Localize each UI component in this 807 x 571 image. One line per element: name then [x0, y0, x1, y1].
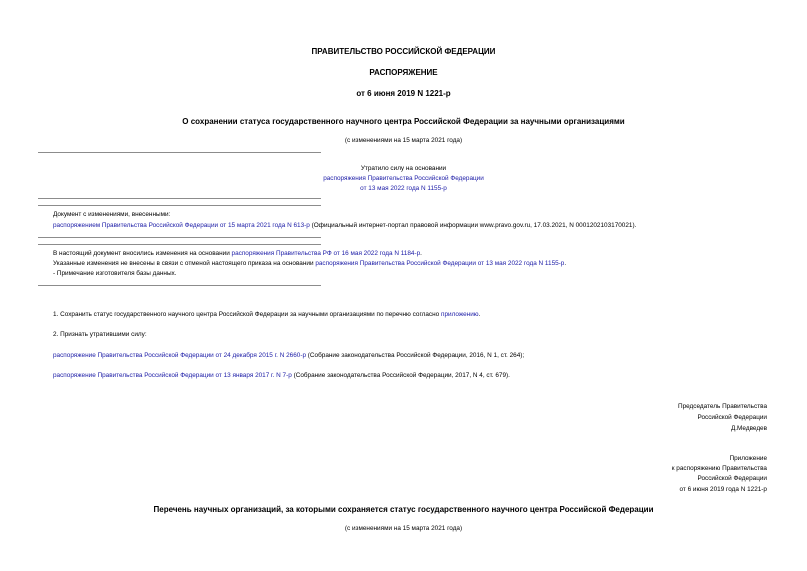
changes-note: (с изменениями на 15 марта 2021 года) [344, 137, 463, 144]
paragraph-1 [53, 310, 480, 319]
amended-by-label: Документ с изменениями, внесенными: [53, 211, 171, 218]
signature-position: Председатель Правительства [678, 403, 767, 410]
divider [38, 198, 321, 199]
appendix-title: Перечень научных организаций, за которыми сохраняется статус государственного научного центра Российской Федерации [153, 505, 654, 514]
divider [38, 285, 321, 286]
db-note-line1 [53, 249, 422, 258]
expired-link-line2[interactable]: от 13 мая 2022 года N 1155-р [360, 185, 447, 192]
amended-by-source: (Официальный интернет-портал правовой информации www.pravo.gov.ru, 17.03.2021, N 0001202103170021). [309, 222, 637, 229]
repealed-source: (Собрание законодательства Российской Федерации, 2017, N 4, ст. 679). [291, 372, 510, 379]
signature-name: Д.Медведев [730, 425, 767, 432]
repealed-item-1 [53, 351, 524, 360]
amended-by-link[interactable]: распоряжением Правительства Российской Федерации от 15 марта 2021 года N 613-р [53, 222, 310, 229]
amended-by-line [53, 221, 636, 230]
expired-note: Утратило силу на основании [360, 165, 447, 172]
db-note-text: . [564, 260, 567, 267]
divider [38, 152, 321, 153]
document-title: О сохранении статуса государственного научного центра Российской Федерации за научными организациями [182, 117, 625, 126]
appendix-link[interactable]: приложению [440, 311, 479, 318]
paragraph-2: 2. Признать утратившими силу: [53, 331, 147, 338]
paragraph-text: . [478, 311, 481, 318]
db-note-text: В настоящий документ вносились изменения на основании [53, 250, 232, 257]
repealed-link-2660[interactable]: распоряжение Правительства Российской Федерации от 24 декабря 2015 г. N 2660-р [53, 352, 307, 359]
government-heading: ПРАВИТЕЛЬСТВО РОССИЙСКОЙ ФЕДЕРАЦИИ [311, 47, 496, 56]
appendix-label: Приложение [729, 455, 767, 462]
appendix-date: от 6 июня 2019 года N 1221-р [679, 486, 767, 493]
repealed-source: (Собрание законодательства Российской Федерации, 2016, N 1, ст. 264); [306, 352, 525, 359]
appendix-ref: к распоряжению Правительства [671, 465, 767, 472]
db-note-link-1184[interactable]: распоряжения Правительства РФ от 16 мая 2022 года N 1184-р [231, 250, 421, 257]
repealed-item-2 [53, 371, 510, 380]
db-note-text: Указанные изменения не внесены в связи с отменой настоящего приказа на основании [53, 260, 316, 267]
document-date-number: от 6 июня 2019 N 1221-р [356, 89, 451, 98]
appendix-changes-note: (с изменениями на 15 марта 2021 года) [344, 525, 463, 532]
db-note-text: . [420, 250, 422, 257]
db-note-line2 [53, 259, 566, 268]
divider [38, 244, 321, 245]
document-type-heading: РАСПОРЯЖЕНИЕ [369, 68, 438, 77]
expired-link-line1[interactable]: распоряжения Правительства Российской Федерации [323, 175, 484, 182]
db-note-link-1155[interactable]: распоряжения Правительства Российской Федерации от 13 мая 2022 года N 1155-р [315, 260, 565, 267]
repealed-link-7[interactable]: распоряжение Правительства Российской Федерации от 13 января 2017 г. N 7-р [53, 372, 292, 379]
appendix-country: Российской Федерации [697, 475, 767, 482]
divider [38, 237, 321, 238]
paragraph-text: 1. Сохранить статус государственного научного центра Российской Федерации за научными организациями по перечню согласно [53, 311, 441, 318]
divider [38, 205, 321, 206]
db-note-line3: - Примечание изготовителя базы данных. [53, 270, 177, 277]
signature-country: Российской Федерации [697, 414, 767, 421]
